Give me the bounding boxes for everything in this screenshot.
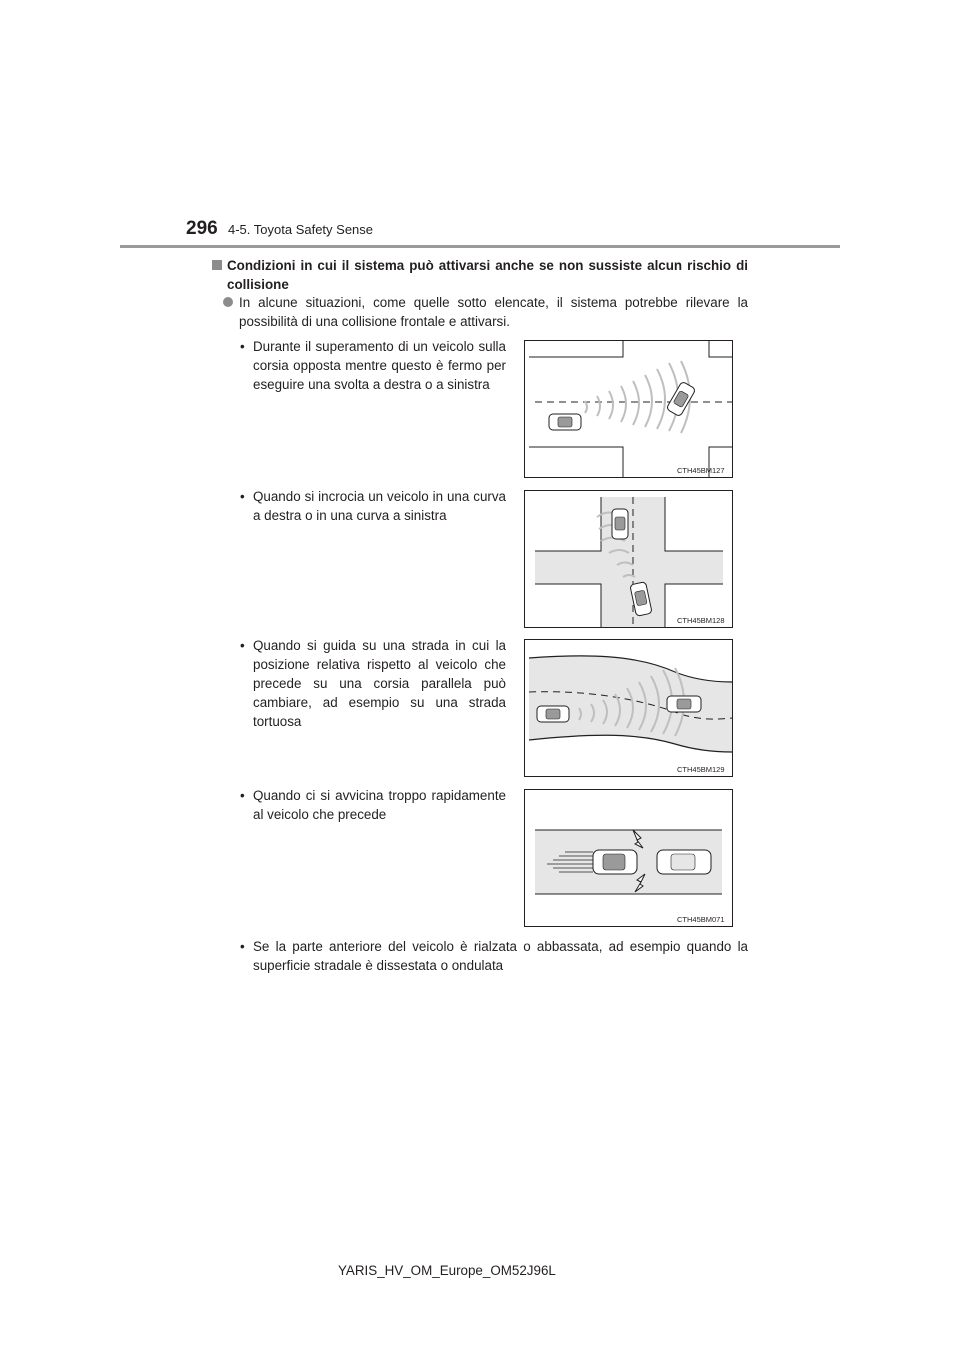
figure-code: CTH45BM129 <box>677 765 725 774</box>
list-item <box>240 786 506 824</box>
header-rule <box>120 245 840 248</box>
document-footer-code: YARIS_HV_OM_Europe_OM52J96L <box>338 1263 556 1278</box>
list-item-text: Quando si incrocia un veicolo in una curva a destra o in una curva a sinistra <box>253 489 506 523</box>
page-number: 296 <box>186 218 218 239</box>
figure-code: CTH45BM071 <box>677 915 725 924</box>
list-item <box>240 937 748 975</box>
figure-code: CTH45BM127 <box>677 466 725 475</box>
circle-bullet-icon <box>223 297 233 307</box>
preceding-car-icon <box>667 696 701 712</box>
list-item-text: Se la parte anteriore del veicolo è rialzata o abbassata, ad esempio quando la superficie stradale è dissestata o ondulata <box>253 939 748 973</box>
oncoming-car-icon <box>612 509 628 539</box>
own-car-icon <box>537 706 569 722</box>
oncoming-car-icon <box>666 381 696 417</box>
figure-rapid-approach <box>524 789 733 927</box>
own-car-icon <box>593 850 637 874</box>
list-item <box>240 636 506 731</box>
figure-winding-road <box>524 639 733 777</box>
preceding-car-icon <box>657 850 711 874</box>
intro-paragraph <box>223 293 748 331</box>
list-item <box>240 487 506 525</box>
bullet-mark: • <box>240 489 245 504</box>
figure-overtaking-turning-vehicle <box>524 340 733 478</box>
square-bullet-icon <box>212 260 222 270</box>
heading-text: Condizioni in cui il sistema può attivarsi anche se non sussiste alcun rischio di collisione <box>227 258 748 292</box>
figure-intersection-curve <box>524 490 733 628</box>
list-item-text: Quando ci si avvicina troppo rapidamente al veicolo che precede <box>253 788 506 822</box>
section-title: 4-5. Toyota Safety Sense <box>228 222 374 237</box>
bullet-mark: • <box>240 638 245 653</box>
intro-text: In alcune situazioni, come quelle sotto elencate, il sistema potrebbe rilevare la possibilità di una collisione frontale e attivarsi. <box>239 295 748 329</box>
figure-code: CTH45BM128 <box>677 616 725 625</box>
bullet-mark: • <box>240 788 245 803</box>
list-item-text: Quando si guida su una strada in cui la posizione relativa rispetto al veicolo che precede su una corsia parallela può cambiare, ad esempio su una strada tortuosa <box>253 638 506 729</box>
bullet-mark: • <box>240 939 245 954</box>
list-item-text: Durante il superamento di un veicolo sulla corsia opposta mentre questo è fermo per eseguire una svolta a destra o a sinistra <box>253 339 506 392</box>
bullet-mark: • <box>240 339 245 354</box>
condition-heading <box>212 256 748 294</box>
own-car-icon <box>549 414 581 430</box>
list-item <box>240 337 506 394</box>
